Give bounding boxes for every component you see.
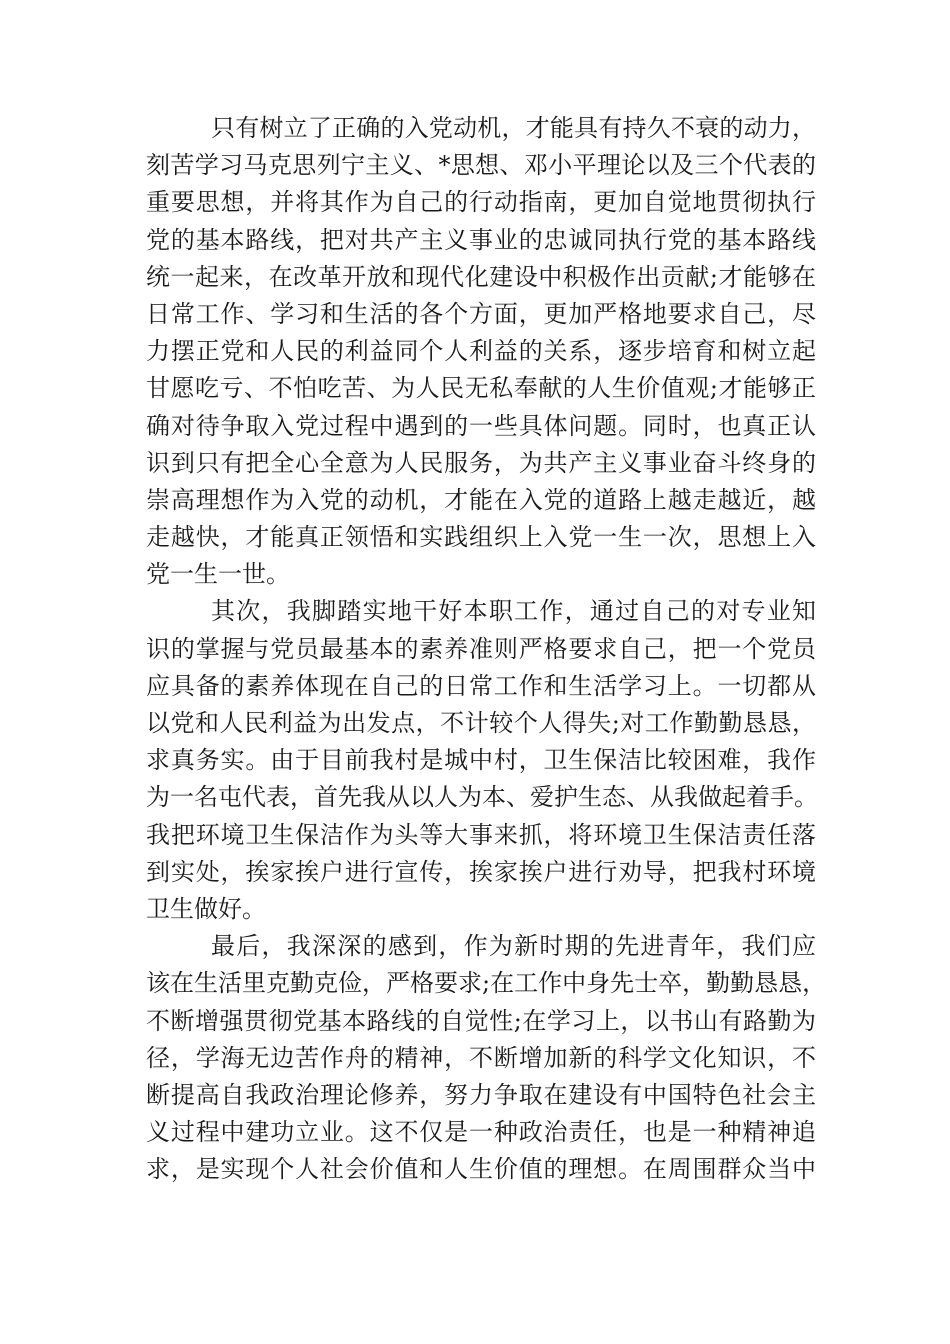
text-line: 不断增强贯彻党基本路线的自觉性;在学习上，以书山有路勤为 bbox=[146, 1006, 816, 1035]
body-text bbox=[146, 110, 827, 1188]
text-line: 确对待争取入党过程中遇到的一些具体问题。同时，也真正认 bbox=[146, 411, 816, 440]
text-line: 重要思想，并将其作为自己的行动指南，更加自觉地贯彻执行 bbox=[146, 188, 816, 217]
text-line: 其次，我脚踏实地干好本职工作，通过自己的对专业知 bbox=[211, 597, 816, 626]
text-line: 到实处，挨家挨户进行宣传，挨家挨户进行劝导，把我村环境 bbox=[146, 857, 816, 886]
text-line: 党一生一世。 bbox=[146, 560, 290, 589]
text-line: 识的掌握与党员最基本的素养准则严格要求自己，把一个党员 bbox=[146, 634, 816, 663]
paragraph-motivation bbox=[146, 110, 816, 593]
text-line: 力摆正党和人民的利益同个人利益的关系，逐步培育和树立起 bbox=[146, 337, 816, 366]
text-line: 日常工作、学习和生活的各个方面，更加严格地要求自己，尽 bbox=[146, 299, 816, 328]
text-line: 甘愿吃亏、不怕吃苦、为人民无私奉献的人生价值观;才能够正 bbox=[146, 374, 816, 403]
text-line: 刻苦学习马克思列宁主义、*思想、邓小平理论以及三个代表的 bbox=[146, 151, 816, 180]
text-line: 应具备的素养体现在自己的日常工作和生活学习上。一切都从 bbox=[146, 671, 816, 700]
text-line: 统一起来，在改革开放和现代化建设中积极作出贡献;才能够在 bbox=[146, 262, 816, 291]
text-line: 求真务实。由于目前我村是城中村，卫生保洁比较困难，我作 bbox=[146, 746, 816, 775]
text-line: 为一名屯代表，首先我从以人为本、爱护生态、从我做起着手。 bbox=[146, 783, 818, 812]
text-line: 径，学海无边苦作舟的精神，不断增加新的科学文化知识，不 bbox=[146, 1043, 816, 1072]
text-line: 我把环境卫生保洁作为头等大事来抓，将环境卫生保洁责任落 bbox=[146, 820, 816, 849]
text-line: 义过程中建功立业。这不仅是一种政治责任，也是一种精神追 bbox=[146, 1118, 816, 1147]
paragraph-work bbox=[146, 593, 816, 928]
text-line: 走越快，才能真正领悟和实践组织上入党一生一次，思想上入 bbox=[146, 523, 816, 552]
text-line: 最后，我深深的感到，作为新时期的先进青年，我们应 bbox=[211, 932, 816, 961]
text-line: 党的基本路线，把对共产主义事业的忠诚同执行党的基本路线 bbox=[146, 225, 816, 254]
text-line: 崇高理想作为入党的动机，才能在入党的道路上越走越近，越 bbox=[146, 485, 816, 514]
text-line: 断提高自我政治理论修养，努力争取在建设有中国特色社会主 bbox=[146, 1080, 816, 1109]
text-line: 只有树立了正确的入党动机，才能具有持久不衰的动力， bbox=[211, 114, 816, 142]
text-line: 以党和人民利益为出发点，不计较个人得失;对工作勤勤恳恳， bbox=[146, 709, 816, 737]
text-line: 识到只有把全心全意为人民服务，为共产主义事业奋斗终身的 bbox=[146, 448, 816, 477]
paragraph-conclusion bbox=[146, 928, 827, 1188]
text-line: 卫生做好。 bbox=[146, 894, 266, 923]
text-line: 求，是实现个人社会价值和人生价值的理想。在周围群众当中 bbox=[146, 1155, 816, 1184]
text-line: 该在生活里克勤克俭，严格要求;在工作中身先士卒，勤勤恳恳， bbox=[146, 969, 827, 998]
